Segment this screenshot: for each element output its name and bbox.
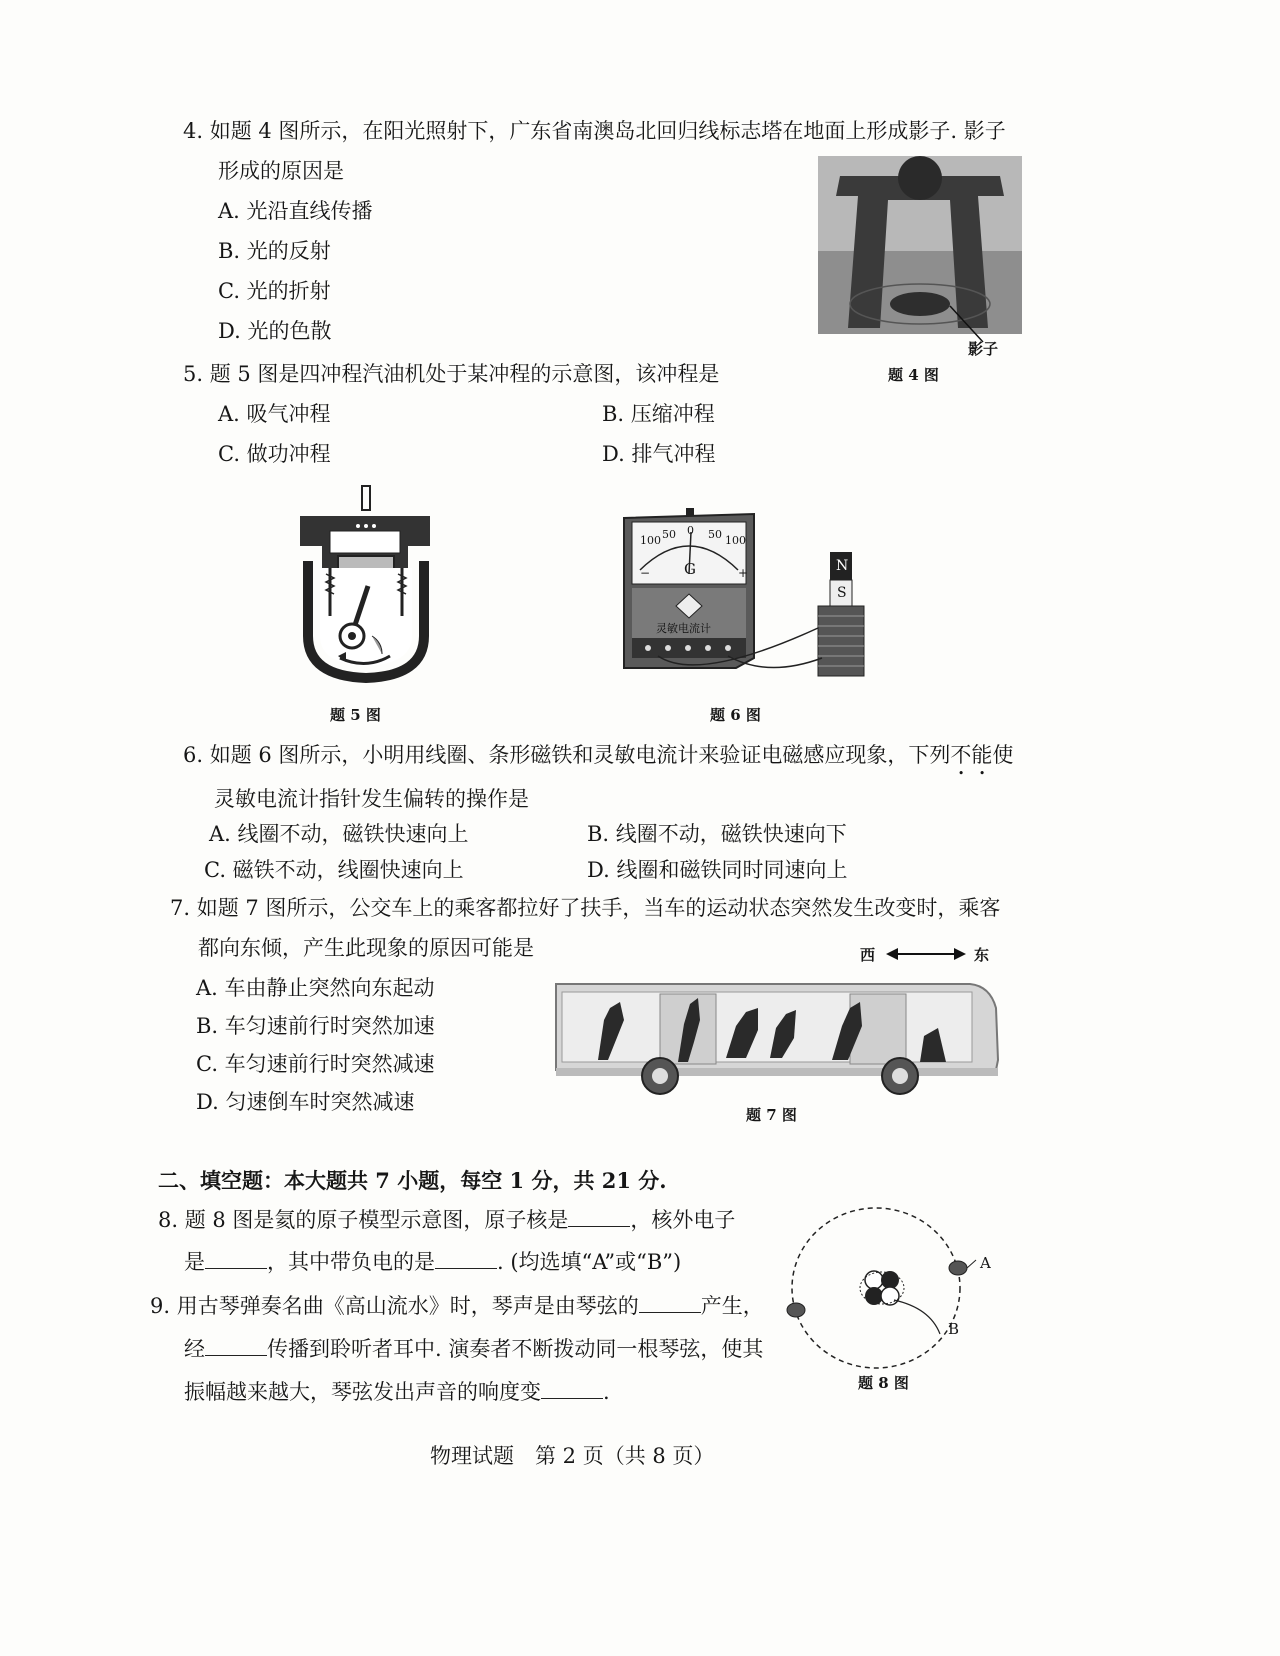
q8-blank-negative[interactable]: [435, 1248, 497, 1269]
fig5-engine-diagram: [290, 486, 440, 686]
q6-stem-line2: 灵敏电流计指针发生偏转的操作是: [214, 787, 529, 811]
fig6-north-label: N: [836, 558, 849, 574]
q5-option-c: C. 做功冲程: [218, 442, 331, 466]
fig8-caption: 题 8 图: [858, 1374, 909, 1392]
fig6-plus-sign: +: [738, 566, 749, 580]
q5-option-d: D. 排气冲程: [602, 442, 716, 466]
fig6-meter-letter: G: [684, 560, 696, 578]
q6-option-a: A. 线圈不动，磁铁快速向上: [209, 822, 469, 846]
q8-line2: [184, 1248, 681, 1276]
q6-stem-part2: 使: [992, 743, 1014, 767]
fig7-west-label: 西: [860, 946, 876, 964]
fig8-atom-diagram: [790, 1196, 990, 1376]
q8-blank-electron[interactable]: [205, 1248, 267, 1269]
q4-stem-line2: 形成的原因是: [218, 159, 344, 183]
q7-stem-line1: 7. 如题 7 图所示，公交车上的乘客都拉好了扶手，当车的运动状态突然发生改变时，乘客: [170, 896, 1001, 920]
q9-text-4: 传播到聆听者耳中. 演奏者不断拨动同一根琴弦，使其: [267, 1337, 764, 1361]
fig6-minus-sign: −: [640, 566, 651, 580]
fig6-scale-100-right: 100: [725, 534, 746, 547]
fig6-caption: 题 6 图: [710, 706, 761, 724]
q8-line1: [158, 1206, 735, 1234]
fig7-caption: 题 7 图: [746, 1106, 797, 1124]
fig6-scale-0: 0: [687, 524, 694, 537]
q9-text-3: 经: [184, 1337, 205, 1361]
q9-line1: [150, 1292, 764, 1320]
fig6-scale-50-left: 50: [662, 528, 676, 541]
q7-option-d: D. 匀速倒车时突然减速: [196, 1090, 415, 1114]
q9-text-2: 产生，: [700, 1294, 764, 1318]
q7-option-c: C. 车匀速前行时突然减速: [196, 1052, 435, 1076]
fig4-shadow-label: 影子: [968, 340, 999, 358]
q9-blank-loudness[interactable]: [541, 1378, 603, 1399]
q9-text-5: 振幅越来越大，琴弦发出声音的响度变: [184, 1380, 541, 1404]
q8-text-1: 8. 题 8 图是氦的原子模型示意图，原子核是: [158, 1208, 569, 1232]
q8-text-2: ，核外电子: [630, 1208, 736, 1232]
page-footer: 物理试题 第 2 页（共 8 页）: [430, 1444, 715, 1468]
fig7-bus-diagram: [550, 980, 1000, 1096]
q8-text-5: . (均选填“A”或“B”): [497, 1250, 682, 1274]
q6-stem-part1: 6. 如题 6 图所示，小明用线圈、条形磁铁和灵敏电流计来验证电磁感应现象，下列: [183, 743, 951, 767]
fig7-east-label: 东: [974, 946, 990, 964]
q5-option-a: A. 吸气冲程: [218, 402, 331, 426]
q8-blank-nucleus[interactable]: [568, 1206, 630, 1227]
q5-option-b: B. 压缩冲程: [602, 402, 715, 426]
q9-text-6: .: [603, 1380, 610, 1404]
fig6-south-label: S: [837, 585, 847, 601]
fig5-caption: 题 5 图: [330, 706, 381, 724]
q9-text-1: 9. 用古琴弹奏名曲《高山流水》时，琴声是由琴弦的: [150, 1294, 639, 1318]
fig4-tower-photo: [818, 156, 1022, 334]
fig8-label-b: B: [948, 1320, 960, 1338]
fig6-scale-50-right: 50: [708, 528, 722, 541]
q5-stem: 5. 题 5 图是四冲程汽油机处于某冲程的示意图，该冲程是: [183, 362, 720, 386]
q4-option-a: A. 光沿直线传播: [218, 199, 373, 223]
q4-stem-line1: 4. 如题 4 图所示，在阳光照射下，广东省南澳岛北回归线标志塔在地面上形成影子. 影子: [183, 119, 1006, 143]
q4-option-c: C. 光的折射: [218, 279, 331, 303]
q6-option-c: C. 磁铁不动，线圈快速向上: [204, 858, 464, 882]
q9-blank-medium[interactable]: [205, 1335, 267, 1356]
q7-option-b: B. 车匀速前行时突然加速: [196, 1014, 435, 1038]
fig4-caption: 题 4 图: [888, 366, 939, 384]
fig6-scale-100-left: 100: [640, 534, 661, 547]
fig6-meter-name: 灵敏电流计: [656, 622, 711, 635]
fig8-label-a: A: [980, 1254, 991, 1272]
q6-stem-line1: [183, 741, 1013, 780]
q4-option-d: D. 光的色散: [218, 319, 332, 343]
q7-stem-line2: 都向东倾，产生此现象的原因可能是: [198, 936, 534, 960]
fig7-direction-arrow: [886, 944, 966, 964]
q6-option-b: B. 线圈不动，磁铁快速向下: [587, 822, 847, 846]
q8-text-3: 是: [184, 1250, 205, 1274]
q8-text-4: ，其中带负电的是: [267, 1250, 435, 1274]
q6-stem-emphasis: 不能: [950, 743, 993, 767]
q6-option-d: D. 线圈和磁铁同时同速向上: [587, 858, 848, 882]
q9-line3: [184, 1378, 610, 1406]
q7-option-a: A. 车由静止突然向东起动: [196, 976, 435, 1000]
q9-line2: [184, 1335, 763, 1363]
section2-heading: 二、填空题：本大题共 7 小题，每空 1 分，共 21 分.: [158, 1168, 667, 1193]
q9-blank-vibration[interactable]: [639, 1292, 701, 1313]
q4-option-b: B. 光的反射: [218, 239, 331, 263]
